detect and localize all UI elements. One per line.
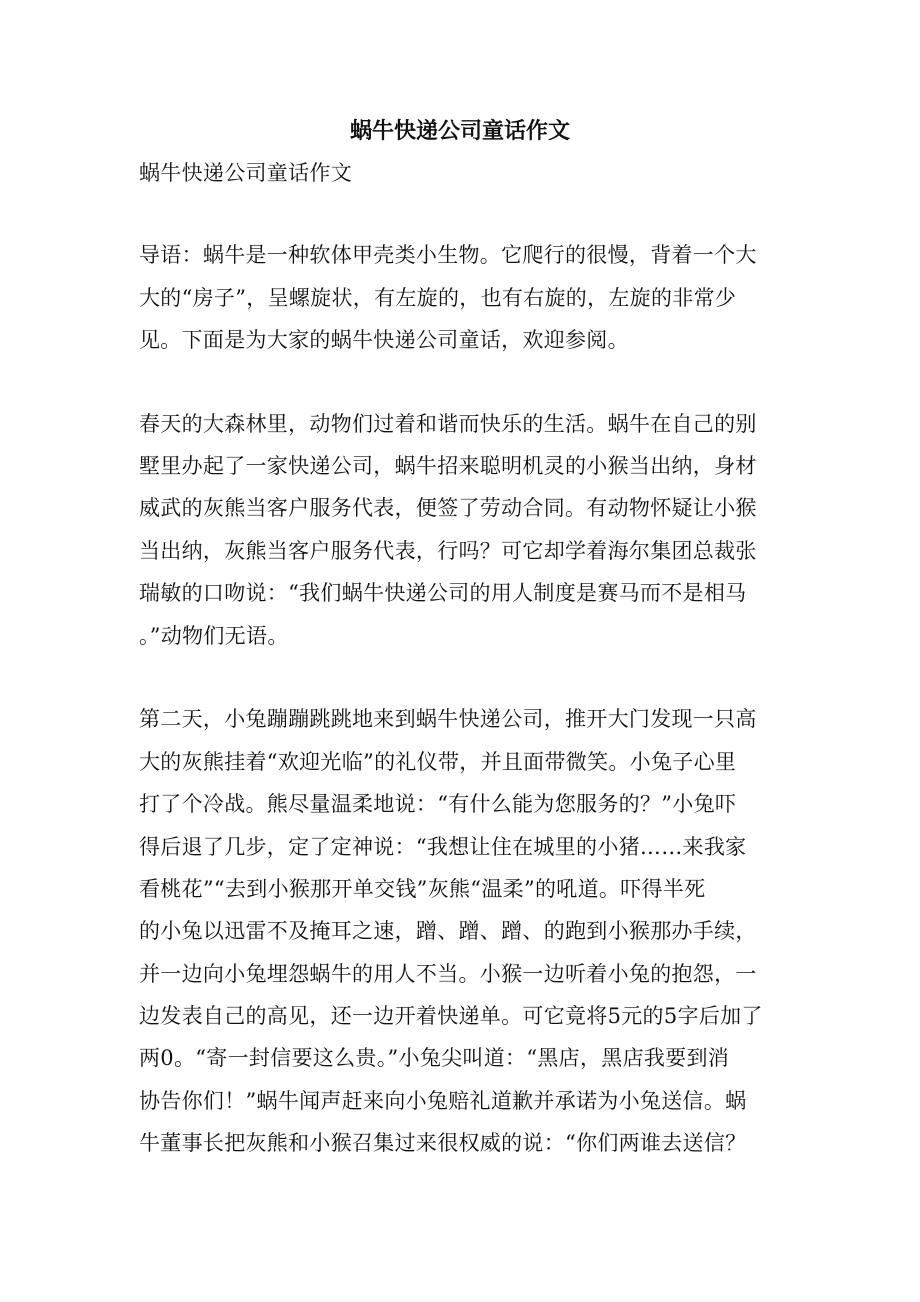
text-line: 导语：蜗牛是一种软体甲壳类小生物。它爬行的很慢，背着一个大 [139, 243, 757, 267]
text-line: 大的灰熊挂着“欢迎光临”的礼仪带，并且面带微笑。小兔子心里 [139, 750, 737, 774]
text-line: 大的“房子”，呈螺旋状，有左旋的，也有右旋的，左旋的非常少 [139, 286, 737, 310]
document-title: 蜗牛快递公司童话作文 [349, 118, 570, 144]
document-subtitle: 蜗牛快递公司童话作文 [139, 161, 352, 185]
text-line: 牛董事长把灰熊和小猴召集过来很权威的说：“你们两谁去送信？ [139, 1131, 747, 1155]
text-line: 得后退了几步，定了定神说：“我想让住在城里的小猪……来我家 [139, 835, 747, 859]
text-line: 并一边向小兔埋怨蜗牛的用人不当。小猴一边听着小兔的抱怨，一 [139, 962, 757, 986]
text-line: 边发表自己的高见，还一边开着快递单。可它竟将5元的5字后加了 [139, 1004, 763, 1028]
text-line: 看桃花”“去到小猴那开单交钱”灰熊“温柔”的吼道。吓得半死 [139, 877, 706, 901]
text-line: 第二天，小兔蹦蹦跳跳地来到蜗牛快递公司，推开大门发现一只高 [139, 707, 757, 731]
text-line: 瑞敏的口吻说：“我们蜗牛快递公司的用人制度是赛马而不是相马 [139, 581, 747, 605]
text-line: 墅里办起了一家快递公司，蜗牛招来聪明机灵的小猴当出纳，身材 [139, 454, 757, 478]
text-line: 当出纳，灰熊当客户服务代表，行吗？可它却学着海尔集团总裁张 [139, 539, 757, 563]
text-line: 两0。“寄一封信要这么贵。”小兔尖叫道：“黑店，黑店我要到消 [139, 1046, 730, 1070]
text-line: 春天的大森林里，动物们过着和谐而快乐的生活。蜗牛在自己的别 [139, 412, 757, 436]
text-line: 威武的灰熊当客户服务代表，便签了劳动合同。有动物怀疑让小猴 [139, 496, 757, 520]
text-line: 见。下面是为大家的蜗牛快递公司童话，欢迎参阅。 [139, 328, 629, 352]
text-line: 的小兔以迅雷不及掩耳之速，蹭、蹭、蹭、的跑到小猴那办手续， [139, 919, 757, 943]
text-line: 协告你们！”蜗牛闻声赶来向小兔赔礼道歉并承诺为小兔送信。蜗 [139, 1089, 747, 1113]
text-line: 。”动物们无语。 [139, 624, 289, 648]
text-line: 打了个冷战。熊尽量温柔地说：“有什么能为您服务的？”小兔吓 [139, 792, 737, 816]
